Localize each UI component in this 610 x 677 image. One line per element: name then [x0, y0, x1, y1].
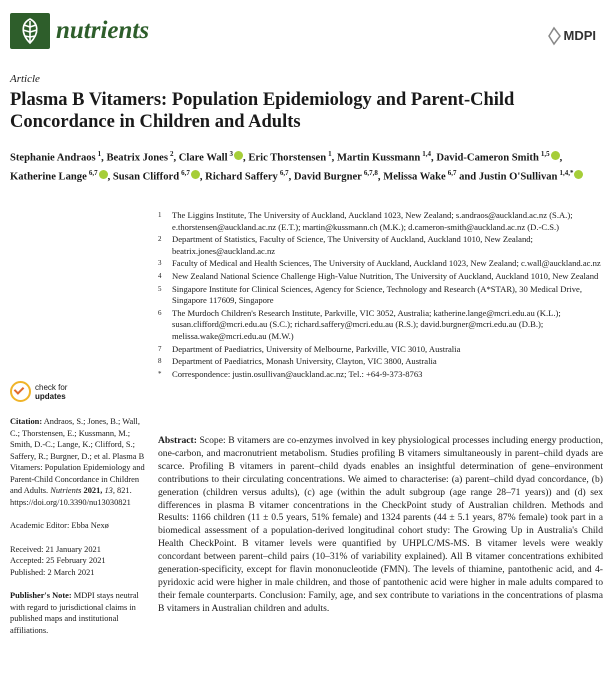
orcid-icon[interactable] [234, 151, 243, 160]
author-name[interactable]: Justin O'Sullivan [478, 171, 558, 183]
author-separator: , [243, 152, 246, 164]
author-name[interactable]: Eric Thorstensen [248, 152, 327, 164]
dates-block [10, 544, 145, 579]
author-name[interactable]: David Burgner [293, 171, 362, 183]
received-date: Received: 21 January 2021 [10, 544, 101, 554]
author-separator: , [288, 171, 292, 183]
affiliation-item [158, 356, 603, 368]
author-affiliation-marker: 6,7 [88, 169, 98, 178]
author-affiliation-marker: 6,7 [279, 169, 289, 178]
author-affiliation-marker: 1,4,* [559, 169, 574, 178]
article-type: Article [10, 73, 40, 85]
author-affiliation-marker: 2 [169, 150, 174, 158]
affiliation-item [158, 369, 603, 381]
abstract [158, 435, 603, 616]
author-separator: , [331, 152, 335, 164]
citation-year: 2021, [83, 486, 103, 495]
orcid-icon[interactable] [191, 170, 200, 179]
author-affiliation-marker: 6,7 [447, 169, 457, 178]
abstract-text: Scope: B vitamers are co-enzymes involved in key physiological processes including energy production, one-carbon, and macronutrient metabolism. Studies profiling B vitamers simultaneously in parent–child dyads are scarce. Profiling B vitamers in parent–child dyads enables an insightful determination of gene–environment contributions to their circulating concentrations. We aimed to characterise: (a) parent–child dyad concordance, (b) generation (children versus adults), (c) age (within the adult subgroup (age range 28–71 years)) and (d) sex differences in plasma B vitamer concentrations in the CheckPoint study of Australian children. Methods and Results: 1166 children (11 ± 0.5 years, 51% female) and 1324 parents (44 ± 5.1 years, 87% female) took part in a biomedical assessment of a population-derived longitudinal cohort study: The Growing Up in Australia's Child Health CheckPoint. B vitamer levels were quantified by UHPLC/MS-MS. B vitamer levels were weakly concordant between parent–child pairs (10–31% of variability explained). All B vitamer concentrations exhibited generation-specificity, except for flavin mononucleotide (FMN). The levels of thiamine, pantothenic acid, and 4-pyridoxic acid were higher in male children, and those of pantothenic acid were higher in male adults compared to their female counterparts. Conclusion: Family, age, and sex contribute to variations in the concentrations of plasma B vitamers in Australian children and adults. [158, 435, 604, 614]
academic-editor: Academic Editor: Ebba Nexø [10, 521, 109, 530]
affiliation-text: Department of Paediatrics, Monash University, Clayton, VIC 3800, Australia [172, 356, 437, 367]
affiliation-number: 8 [158, 357, 162, 366]
citation-block [10, 416, 145, 508]
publisher-note-label: Publisher's Note: [10, 591, 72, 600]
nutrients-leaf-logo-icon [10, 13, 50, 49]
orcid-icon[interactable] [99, 170, 108, 179]
affiliation-text: Singapore Institute for Clinical Sciences, Agency for Science, Technology and Research (A*STAR), 30 Medical Drive, Singapore 117609, Singapore [172, 283, 582, 306]
author-affiliation-marker: 1,4 [422, 150, 432, 158]
citation-doi[interactable]: 821. https://doi.org/10.3390/nu13030821 [10, 486, 132, 507]
check-updates-line1: check for [35, 382, 68, 392]
author-name[interactable]: Melissa Wake [383, 171, 446, 183]
check-updates-icon [10, 381, 31, 402]
affiliation-text: The Murdoch Children's Research Institute, Parkville, VIC 3052, Australia; katherine.lange@mcri.edu.au (K.L.); susan.clifford@mcri.edu.au (S.C.); richard.saffery@mcri.edu.au (R.S.); david.burgner@mcri.edu.au (D.B.); melissa.wake@mcri.edu.au (M.W.) [172, 307, 561, 341]
affiliation-text: New Zealand National Science Challenge High-Value Nutrition, The University of Auckland, Auckland 1010, New Zealand [172, 270, 599, 281]
article-sidebar [10, 381, 145, 648]
citation-label: Citation: [10, 417, 43, 426]
affiliation-text: Department of Statistics, Faculty of Science, The University of Auckland, Auckland 1010, New Zealand; beatrix.jones@auckland.ac.nz [172, 234, 533, 256]
publisher-name[interactable]: MDPI [563, 28, 596, 43]
author-separator: , [377, 171, 381, 183]
author-affiliation-marker: 1 [97, 150, 102, 158]
affiliation-item [158, 284, 603, 307]
affiliation-number: 6 [158, 308, 162, 317]
accepted-date: Accepted: 25 February 2021 [10, 556, 106, 565]
affiliation-text: Faculty of Medical and Health Sciences, The University of Auckland, Auckland 1023, New Zealand; c.wall@auckland.ac.nz [172, 258, 601, 269]
author-affiliation-marker: 1,5 [540, 150, 550, 158]
affiliation-item [158, 258, 603, 270]
author-separator: , [101, 152, 104, 164]
affiliation-number: * [158, 369, 162, 378]
affiliation-number: 1 [158, 211, 162, 219]
check-updates-line2: updates [35, 391, 66, 401]
affiliation-number: 2 [158, 235, 162, 244]
affiliation-number: 5 [158, 284, 162, 293]
paper-title: Plasma B Vitamers: Population Epidemiology and Parent-Child Concordance in Children and Adults [10, 90, 515, 132]
affiliation-item [158, 234, 603, 257]
affiliation-item [158, 271, 603, 283]
publisher-note-text: MDPI stays neutral with regard to jurisdictional claims in published maps and institutional affiliations. [10, 591, 139, 635]
author-affiliation-marker: 6,7,8 [363, 169, 378, 178]
affiliation-text: The Liggins Institute, The University of Auckland, Auckland 1023, New Zealand; s.andraos@auckland.ac.nz (S.A.); e.thorstensen@auckland.ac.nz (E.T.); martin@kussmann.ch (M.K.); d.cameron-smith@auckland.ac.nz (D.-C.S.) [172, 210, 573, 232]
author-name[interactable]: Katherine Lange [10, 171, 87, 183]
affiliation-number: 3 [158, 259, 162, 268]
author-separator: and [456, 171, 477, 183]
author-name[interactable]: David-Cameron Smith [436, 152, 539, 164]
author-affiliation-marker: 1 [328, 150, 332, 158]
author-separator: , [199, 171, 203, 183]
journal-header [10, 8, 600, 52]
citation-volume: 13, [104, 486, 115, 495]
affiliation-text: Department of Paediatrics, University of Melbourne, Parkville, VIC 3010, Australia [172, 343, 461, 354]
author-name[interactable]: Martin Kussmann [336, 152, 421, 164]
author-name[interactable]: Susan Clifford [112, 171, 180, 183]
citation-journal: Nutrients [50, 486, 82, 495]
author-separator: , [559, 152, 563, 164]
affiliation-item [158, 308, 603, 343]
author-name[interactable]: Richard Saffery [205, 171, 278, 183]
orcid-icon[interactable] [551, 151, 560, 160]
affiliation-item [158, 344, 603, 356]
affiliation-list [158, 210, 603, 381]
author-name[interactable]: Beatrix Jones [106, 152, 168, 164]
author-list [10, 147, 600, 185]
abstract-label: Abstract: [158, 435, 197, 446]
affiliation-text: Correspondence: justin.osullivan@auckland.ac.nz; Tel.: +64-9-373-8763 [172, 368, 423, 379]
affiliation-number: 7 [158, 344, 162, 353]
affiliation-item [158, 210, 603, 233]
author-affiliation-marker: 6,7 [181, 169, 190, 178]
check-for-updates-badge[interactable] [10, 381, 145, 402]
author-separator: , [173, 152, 177, 164]
author-name[interactable]: Stephanie Andraos [10, 152, 96, 164]
author-separator: , [107, 171, 111, 183]
published-date: Published: 2 March 2021 [10, 567, 95, 577]
author-affiliation-marker: 3 [229, 150, 234, 158]
affiliation-number: 4 [158, 271, 162, 280]
journal-name[interactable]: nutrients [56, 17, 150, 44]
author-name[interactable]: Clare Wall [178, 152, 228, 164]
publisher-note [10, 590, 145, 636]
author-separator: , [431, 152, 434, 164]
orcid-icon[interactable] [574, 170, 583, 179]
citation-text: Andraos, S.; Jones, B.; Wall, C.; Thorstensen, E.; Kussmann, M.; Smith, D.-C.; Lange, K.; Clifford, S.; Saffery, R.; Burgner, D.; et al. Plasma B Vitamers: Population Epidemiology and Parent-Child Concordance in Children and Adults. [10, 417, 145, 495]
